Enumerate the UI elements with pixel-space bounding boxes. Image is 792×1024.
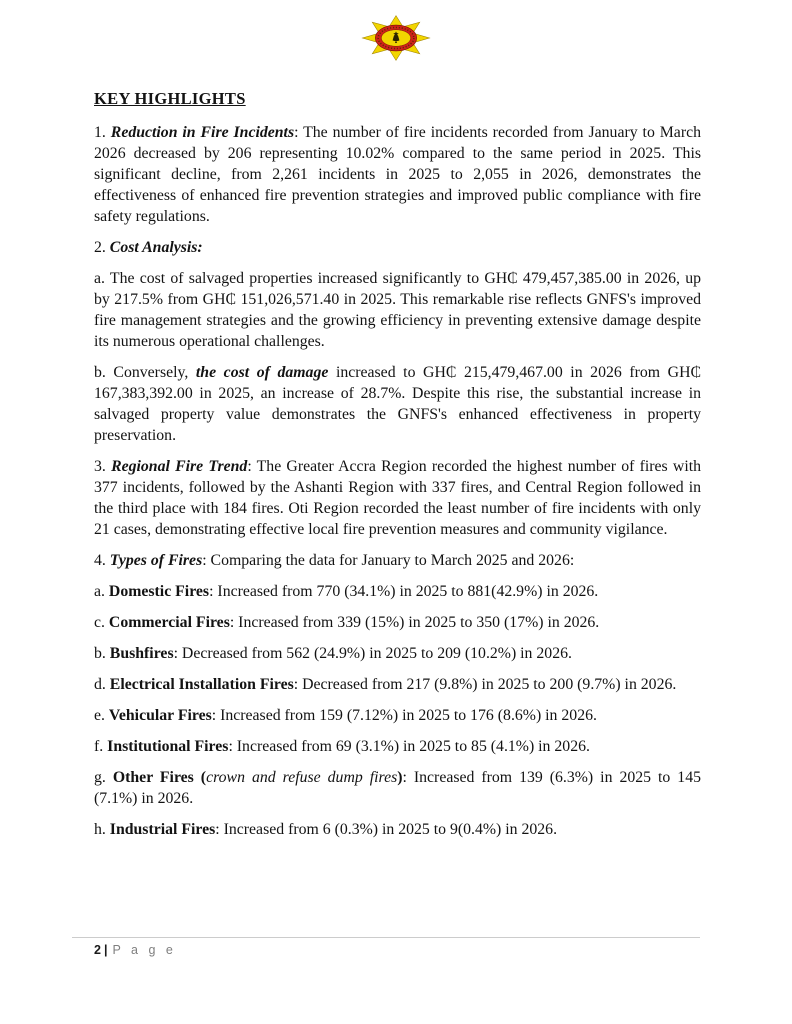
text-segment: 3. [94, 458, 112, 475]
page-footer [94, 942, 176, 958]
text-segment: : Decreased from 217 (9.8%) in 2025 to 200 (9.7%) in 2026. [293, 676, 677, 693]
text-segment: Industrial Fires [109, 821, 216, 838]
heading-cost-analysis [94, 237, 701, 258]
text-segment: 4. [94, 552, 110, 569]
text-segment: c. [94, 614, 109, 631]
text-segment: : Increased from 69 (3.1%) in 2025 to 85 (4.1%) in 2026. [228, 738, 590, 755]
text-segment: a. [94, 583, 109, 600]
text-segment: h. [94, 821, 110, 838]
text-segment: g. [94, 769, 113, 786]
text-segment: 2. [94, 239, 110, 256]
text-segment: Regional Fire Trend [111, 458, 248, 475]
text-segment: : Increased from 6 (0.3%) in 2025 to 9(0.4%) in 2026. [215, 821, 558, 838]
paragraph-types-of-fires [94, 550, 701, 571]
text-segment: Reduction in Fire Incidents [110, 124, 295, 141]
badge-bell-clapper [395, 41, 397, 43]
text-segment: : The number of fire incidents recorded from January to March 2026 decreased by 206 representing 10.02% compared to the same period in 2025. This significant decline, from 2,261 incidents in 2025 to 2,055 in 2026, demonstrates the effectiveness of enhanced fire prevention strategies and improved public compliance with fire safety regulations. [94, 124, 701, 225]
text-segment: a. The cost of salvaged properties increased significantly to GH₵ 479,457,385.00 in 2026, up by 217.5% from GH₵ 151,026,571.40 in 2025. This remarkable rise reflects GNFS's improved fire management strategies and the growing efficiency in preventing extensive damage despite its numerous operational challenges. [94, 270, 701, 350]
text-segment: Vehicular Fires [108, 707, 212, 724]
text-segment: Types of Fires [109, 552, 203, 569]
footer-divider [72, 937, 700, 938]
document-content [94, 88, 701, 850]
list-item-bushfires [94, 643, 701, 664]
text-segment: 1. [94, 124, 111, 141]
list-item-vehicular-fires [94, 705, 701, 726]
text-segment: ) [397, 769, 403, 786]
text-segment: Other Fires ( [112, 769, 207, 786]
fire-service-badge-icon [361, 14, 431, 62]
text-segment: : The Greater Accra Region recorded the highest number of fires with 377 incidents, followed by the Ashanti Region with 337 fires, and Central Region followed in the third place with 184 fires. Oti Region recorded the least number of fire incidents with only 21 cases, demonstrating effective local fire prevention measures and community vigilance. [94, 458, 702, 538]
paragraph-cost-of-damage [94, 362, 701, 446]
footer-separator: | [103, 943, 108, 957]
gnfs-badge-logo [361, 14, 431, 62]
list-item-other-fires [94, 767, 701, 809]
page-number: 2 [94, 943, 101, 957]
text-segment: : Decreased from 562 (24.9%) in 2025 to 209 (10.2%) in 2026. [173, 645, 572, 662]
text-segment: Bushfires [109, 645, 174, 662]
text-segment: Cost Analysis: [109, 239, 203, 256]
text-segment: Institutional Fires [107, 738, 229, 755]
text-segment: b. Conversely, [94, 364, 196, 381]
list-item-institutional-fires [94, 736, 701, 757]
text-segment: : Increased from 139 (6.3%) in 2025 to 145 (7.1%) in 2026. [94, 769, 702, 807]
text-segment: e. [94, 707, 109, 724]
text-segment: : Increased from 339 (15%) in 2025 to 350 (17%) in 2026. [229, 614, 600, 631]
text-segment: : Increased from 770 (34.1%) in 2025 to 881(42.9%) in 2026. [209, 583, 599, 600]
text-segment: d. [94, 676, 110, 693]
text-segment: f. [94, 738, 108, 755]
text-segment: : Increased from 159 (7.12%) in 2025 to 176 (8.6%) in 2026. [211, 707, 597, 724]
list-item-domestic-fires [94, 581, 701, 602]
paragraph-regional-fire-trend [94, 456, 701, 540]
list-item-commercial-fires [94, 612, 701, 633]
footer-page-label: P a g e [112, 943, 177, 957]
paragraph-reduction-in-fire-incidents [94, 122, 701, 227]
text-segment: b. [94, 645, 110, 662]
text-segment: crown and refuse dump fires [206, 769, 398, 786]
text-segment: increased to GH₵ 215,479,467.00 in 2026 from GH₵ 167,383,392.00 in 2025, an increase of 28.7%. Despite this rise, the substantial increase in salvaged property value demonstrates the GNFS's enhanced effectiveness in property preservation. [94, 364, 702, 444]
text-segment: Commercial Fires [108, 614, 230, 631]
text-segment: : Comparing the data for January to March 2025 and 2026: [202, 552, 575, 569]
text-segment: Electrical Installation Fires [109, 676, 294, 693]
text-segment: Domestic Fires [108, 583, 210, 600]
list-item-industrial-fires [94, 819, 701, 840]
paragraph-salvaged-properties-cost [94, 268, 701, 352]
list-item-electrical-installation-fires [94, 674, 701, 695]
document-body [94, 122, 701, 840]
text-segment: the cost of damage [195, 364, 329, 381]
page-title: KEY HIGHLIGHTS [94, 89, 246, 108]
